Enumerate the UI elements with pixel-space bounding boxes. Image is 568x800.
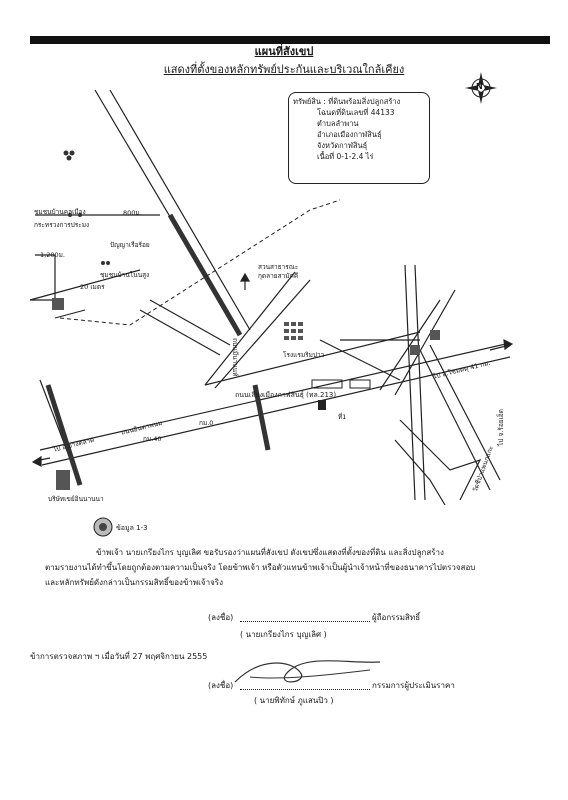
label-main-road: ถนนเลี่ยงเมืองกาฬสินธุ์ (ทล.213) [235,391,337,399]
inspection-date: ข้าการตรวจสภาพ ฯ เมื่อวันที่ 27 พฤศจิกายน 2555 [30,652,208,661]
sign2-role: กรรมการผู้ประเมินราคา [372,681,455,690]
temple-icon [410,345,420,355]
label-park-2: กุดลายสามัคคี [258,272,299,280]
label-to-left: ไป อ.ยางตลาด [52,435,96,454]
district: อำเภอเมืองกาฬสินธุ์ [317,130,382,139]
label-20m: 20 เมตร [80,283,105,291]
sign2-name: ( นายพิทักษ์ ภูแสนปิว ) [254,696,334,705]
label-hotel: โรงแรมริมปาว [283,351,325,359]
label-km0: กม.0 [199,419,214,427]
page-title: แผนที่สังเขป [254,45,314,58]
label-community-2: ชุมชนบ้านคลเมือง [34,208,86,216]
label-pinyo: ปัญญาเรือร้อย [110,241,150,249]
sign1-role: ผู้ถือกรรมสิทธิ์ [372,613,421,622]
label-school: กระทรวงการประมง [34,221,90,229]
label-road-b: ถนนมีนานนท์ [231,338,239,377]
label-to-right-top: ไป อ.โซมตดุ 41 กม. [432,358,492,381]
sign1-name: ( นายเกรียงไกร บุญเลิศ ) [240,630,327,639]
label-reference: ข้อมูล 1-3 [116,524,148,532]
hotel-icon [284,322,303,340]
label-to-right-bottom: ไป จ.ร้อยเอ็ด [497,409,505,446]
land-area: เนื้อที่ 0-1-2.4 ไร่ [317,152,374,161]
sign1-line [240,611,370,622]
deed-number: โฉนดที่ดินเลขที่ 44133 [317,108,395,117]
compass-letter: N [476,82,483,91]
label-watpho: วัดชีป่าแพนกแกะ [470,444,496,494]
label-community: ชุมชนบ้านโนนสูง [100,271,150,279]
sign2-prefix: (ลงชื่อ) [208,681,234,690]
label-800m: 800ม. [123,209,142,217]
certify-line-1: ข้าพเจ้า นายเกรียงไกร บุญเลิศ ขอรับรองว่าแผนที่สังเขป ดังเขปซึ่งแสดงที่ตั้งของที่ดิน และสิ่งปลูกสร้าง [96,548,444,557]
subdistrict: ตำบลลำพาน [317,119,359,128]
label-company: บริษัทเขย์อินนานนา [48,495,104,503]
label-park: สวนสาธารณะ [258,263,299,271]
certify-line-3: และหลักทรัพย์ดังกล่าวเป็นกรรมสิทธิ์ของข้าพเจ้าจริง [45,578,223,587]
page-subtitle: แสดงที่ตั้งของหลักทรัพย์ประกันและบริเวณใกล้เคียง [163,63,405,76]
certify-line-2: ตามรายงานได้ทำขึ้นโดยถูกต้องตามความเป็นจริง โดยข้าพเจ้า หรือตัวแทนข้าพเจ้าเป็นผู้นำเจ้าหน้าที่ของธนาคารไปตรวจสอบ [45,563,476,572]
subject-property-icon [318,400,326,410]
sign2-line [240,679,370,690]
label-1200m: 1,200ม. [40,251,65,259]
asset-info-box [288,92,430,184]
province: จังหวัดกาฬสินธุ์ [317,141,368,150]
label-subject: ที่1 [338,413,347,421]
asset-type: ทรัพย์สิน : ที่ดินพร้อมสิ่งปลูกสร้าง [293,97,401,106]
label-km40: กม.40 [143,435,162,443]
property-left-icon [52,298,64,310]
company-icon [56,470,70,490]
label-road-a: ถนนอินตาพนม [120,418,163,437]
sign1-prefix: (ลงชื่อ) [208,613,234,622]
